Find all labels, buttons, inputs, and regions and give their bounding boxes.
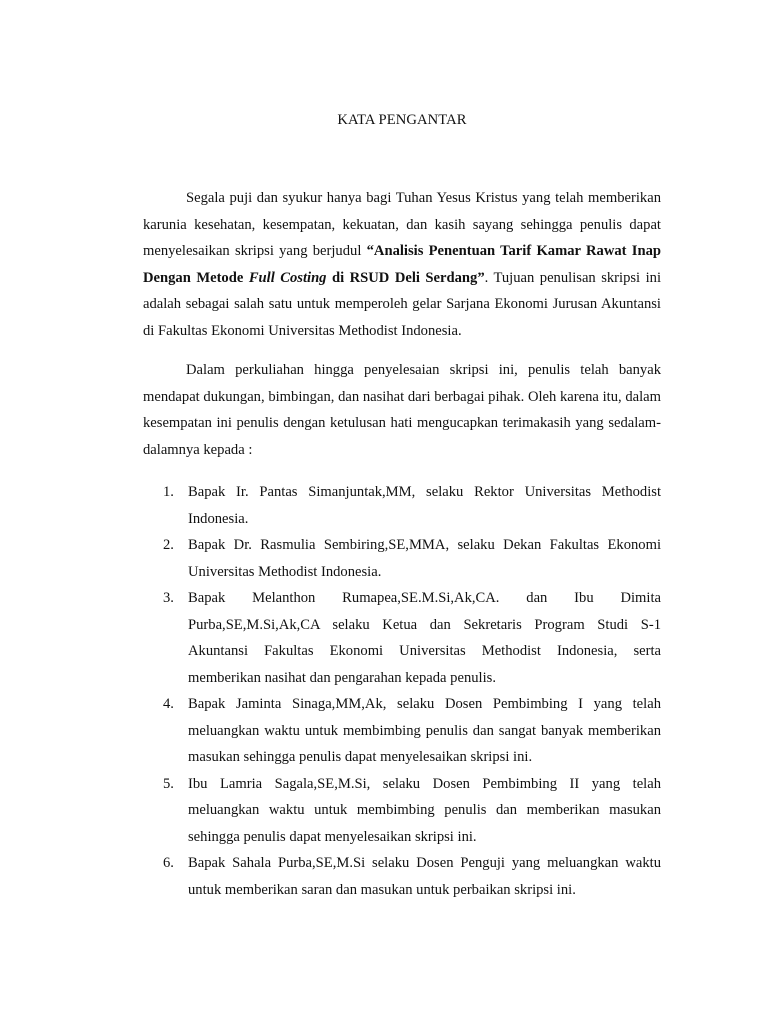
- paragraph-intro: [143, 185, 661, 344]
- paragraph-intro-text-a: Segala puji dan syukur hanya bagi Tuhan Yesus Kristus yang telah memberikan karunia kesehatan, kesempatan, kekuatan, dan kasih sayang sehingga penulis dapat menyelesaikan skripsi yang berjudul: [143, 190, 661, 259]
- list-item: [143, 532, 661, 585]
- list-item-text: Bapak Melanthon Rumapea,SE.M.Si,Ak,CA. dan Ibu Dimita Purba,SE,M.Si,Ak,CA selaku Ketua dan Sekretaris Program Studi S-1 Akuntansi Fakultas Ekonomi Universitas Methodist Indonesia, serta memberikan nasihat dan pengarahan kepada penulis.: [188, 590, 661, 686]
- list-item: [143, 479, 661, 532]
- acknowledgement-list: [143, 479, 661, 903]
- list-item-text: Ibu Lamria Sagala,SE,M.Si, selaku Dosen Pembimbing II yang telah meluangkan waktu untuk membimbing penulis dan memberikan masukan sehingga penulis dapat menyelesaikan skripsi ini.: [188, 775, 661, 845]
- list-item: [143, 850, 661, 903]
- thesis-title-part-a: “Analisis Penentuan Tarif Kamar Rawat Inap Dengan Metode: [143, 243, 661, 286]
- list-item-number: 3.: [163, 590, 174, 606]
- list-item-number: 5.: [163, 775, 174, 792]
- list-item-text: Bapak Dr. Rasmulia Sembiring,SE,MMA, selaku Dekan Fakultas Ekonomi Universitas Methodist Indonesia.: [188, 537, 661, 580]
- list-item: [143, 771, 661, 851]
- paragraph-thanks: Dalam perkuliahan hingga penyelesaian skripsi ini, penulis telah banyak mendapat dukungan, bimbingan, dan nasihat dari berbagai pihak. Oleh karena itu, dalam kesempatan ini penulis dengan ketulusan hati mengucapkan terimakasih yang sedalam-dalamnya kepada :: [143, 362, 661, 458]
- list-item-number: 4.: [163, 696, 174, 712]
- document-page: [143, 0, 661, 1024]
- list-item-text: Bapak Ir. Pantas Simanjuntak,MM, selaku Rektor Universitas Methodist Indonesia.: [188, 484, 661, 527]
- paragraph-intro-text-b: . Tujuan penulisan skripsi ini adalah sebagai salah satu untuk memperoleh gelar Sarjana Ekonomi Jurusan Akuntansi di Fakultas Ekonomi Universitas Methodist Indonesia.: [143, 269, 661, 339]
- page-title: KATA PENGANTAR: [337, 112, 467, 128]
- list-item: [143, 691, 661, 771]
- list-item-text: Bapak Sahala Purba,SE,M.Si selaku Dosen Penguji yang meluangkan waktu untuk memberikan saran dan masukan untuk perbaikan skripsi ini.: [188, 855, 661, 898]
- list-item-text: Bapak Jaminta Sinaga,MM,Ak, selaku Dosen Pembimbing I yang telah meluangkan waktu untuk membimbing penulis dan sangat banyak memberikan masukan sehingga penulis dapat menyelesaikan skripsi ini.: [188, 696, 661, 765]
- list-item-number: 1.: [163, 484, 174, 500]
- list-item-number: 6.: [163, 855, 174, 871]
- list-item: [143, 585, 661, 691]
- thesis-title-part-b: di RSUD Deli Serdang”: [326, 269, 485, 286]
- thesis-title-italic: Full Costing: [248, 269, 327, 286]
- list-item-number: 2.: [163, 537, 174, 553]
